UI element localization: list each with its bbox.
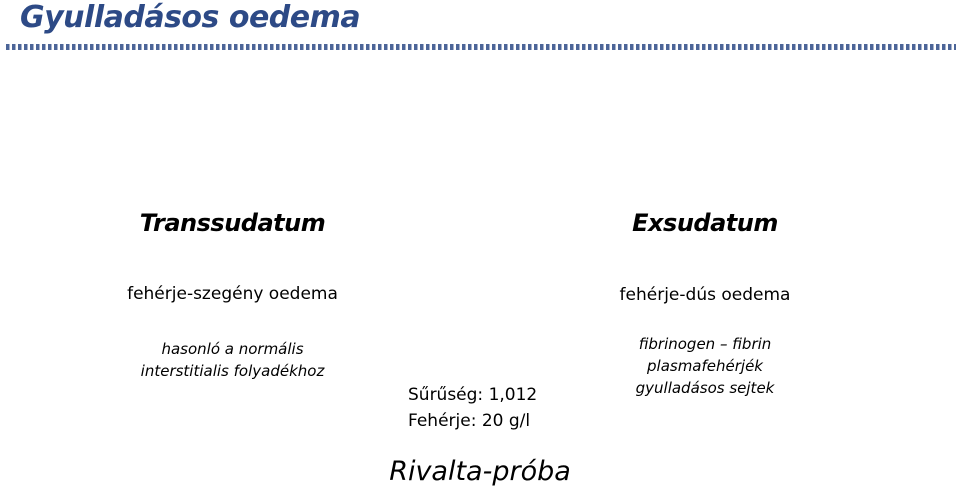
exsudatum-detail-1: fibrinogen – fibrin [638, 335, 772, 353]
exsudatum-detail-3: gyulladásos sejtek [635, 379, 775, 397]
exsudatum-subtitle: fehérje-dús oedema [619, 285, 791, 305]
transsudatum-detail-1: hasonló a normális [161, 340, 304, 358]
exsudatum-heading: Exsudatum [632, 209, 778, 237]
title-underline [6, 44, 956, 50]
rivalta-test-label: Rivalta-próba [389, 456, 571, 487]
density-value: Sűrűség: 1,012 [408, 385, 538, 405]
protein-value: Fehérje: 20 g/l [408, 411, 531, 431]
transsudatum-heading: Transsudatum [139, 209, 326, 237]
slide-title: Gyulladásos oedema [20, 0, 361, 35]
transsudatum-subtitle: fehérje-szegény oedema [127, 284, 338, 304]
transsudatum-detail-2: interstitialis folyadékhoz [140, 362, 325, 380]
exsudatum-detail-2: plasmafehérjék [647, 357, 763, 375]
